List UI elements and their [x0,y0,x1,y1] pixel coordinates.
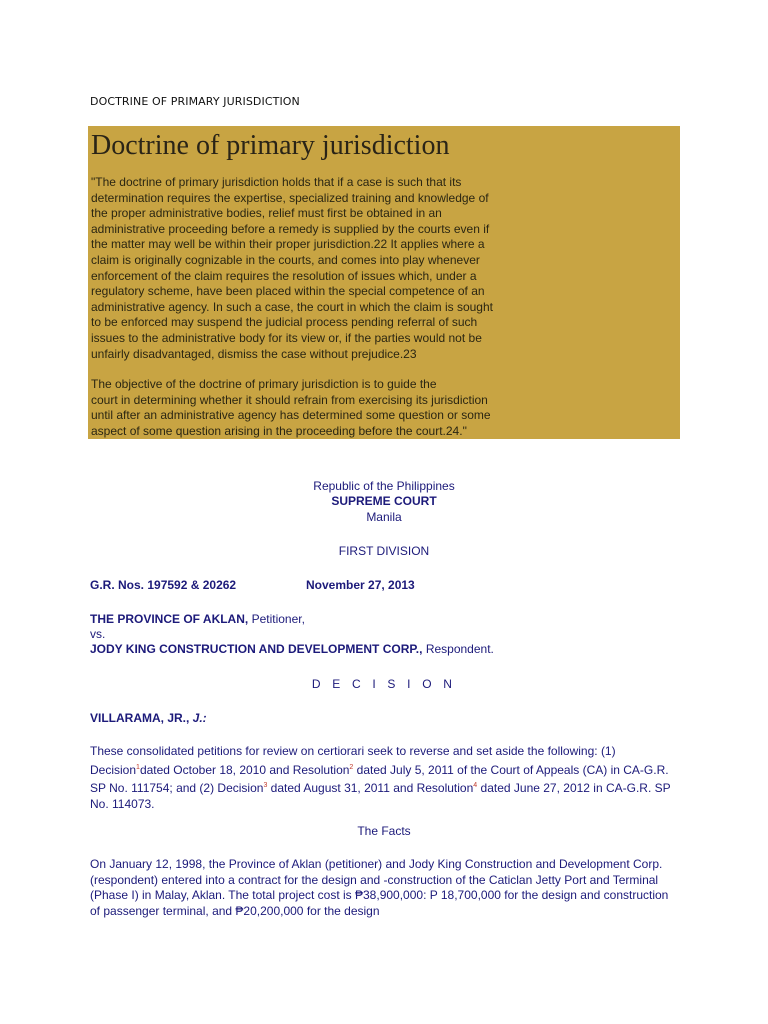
quote-line: the proper administrative bodies, relief must first be obtained in an [91,206,442,221]
facts-paragraph: On January 12, 1998, the Province of Aklan (petitioner) and Jody King Construction and Development Corp. (respondent) entered into a contract for the design and -construction of the Caticlan Jetty Port and Terminal (Phase I) in Malay, Aklan. The total project cost is ₱38,900,000: P 18,700,000 for the design and construction of passenger terminal, and ₱20,200,000 for the design [90,857,669,918]
quote-line: "The doctrine of primary jurisdiction holds that if a case is such that its [91,175,462,189]
quote-paragraph-2 [91,377,531,439]
court-name: SUPREME COURT [331,494,437,508]
republic-line: Republic of the Philippines [313,479,455,493]
footnote-link-1[interactable]: 1 [136,763,140,771]
petitioner-line [90,612,305,626]
quote-line: enforcement of the claim requires the resolution of issues which, under a [91,268,477,283]
ponente-line [90,711,207,725]
intro-text: dated August 31, 2011 and Resolution [267,781,474,796]
quote-box [88,126,680,439]
petitioner-role: Petitioner, [248,612,305,626]
intro-paragraph [90,744,680,812]
facts-heading: The Facts [357,824,411,838]
quote-line: claim is originally cognizable in the courts, and comes into play whenever [91,252,480,267]
footnote-link-2[interactable]: 2 [349,763,354,771]
quote-line: the matter may well be within their proper jurisdiction.22 It applies where a [91,237,485,252]
gr-numbers: G.R. Nos. 197592 & 20262 [90,578,237,592]
intro-text: These consolidated petitions for review on certiorari seek to reverse and set aside the following: (1) Decision [90,744,616,777]
quote-line: until after an administrative agency has determined some question or some [91,408,491,423]
footnote-link-3[interactable]: 3 [263,782,268,790]
document-header: DOCTRINE OF PRIMARY JURISDICTION [90,95,300,108]
decision-date: November 27, 2013 [306,578,415,592]
quote-paragraph-1 [91,175,541,362]
respondent-name: JODY KING CONSTRUCTION AND DEVELOPMENT CORP., [90,642,423,656]
quote-line: The objective of the doctrine of primary jurisdiction is to guide the [91,377,437,392]
quote-line: to be enforced may suspend the judicial process pending referral of such [91,315,478,330]
petitioner-name: THE PROVINCE OF AKLAN, [90,612,249,626]
intro-text: dated October 18, 2010 and Resolution [139,762,350,777]
quote-line: issues to the administrative body for its view or, if the parties would not be [91,330,482,345]
footnote-link-4[interactable]: 4 [473,782,478,790]
ponente-suffix: J.: [192,711,207,725]
court-city: Manila [366,510,402,524]
quote-line: aspect of some question arising in the proceeding before the court.24." [91,423,467,438]
intro-text: dated June 27, 2012 in CA-G.R. SP No. 114073. [90,781,671,811]
quote-line: unfairly disadvantaged, dismiss the case without prejudice.23 [91,346,417,361]
respondent-role: Respondent. [422,642,494,656]
quote-line: determination requires the expertise, specialized training and knowledge of [91,190,489,205]
intro-text: dated July 5, 2011 of the Court of Appeals (CA) in CA-G.R. SP No. 111754; and (2) Decision [90,762,669,796]
quote-line: regulatory scheme, have been placed within the special competence of an [91,284,485,299]
quote-line: administrative proceeding before a remedy is supplied by the courts even if [91,221,490,236]
ponente-name: VILLARAMA, JR., [90,711,193,725]
division-label: FIRST DIVISION [338,544,430,558]
decision-heading: D E C I S I O N [311,677,457,691]
quote-line: court in determining whether it should refrain from exercising its jurisdiction [91,392,488,407]
respondent-line [90,642,494,656]
quote-line: administrative agency. In such a case, the court in which the claim is sought [91,299,493,314]
quote-title: Doctrine of primary jurisdiction [91,130,450,161]
versus-label: vs. [90,627,106,641]
